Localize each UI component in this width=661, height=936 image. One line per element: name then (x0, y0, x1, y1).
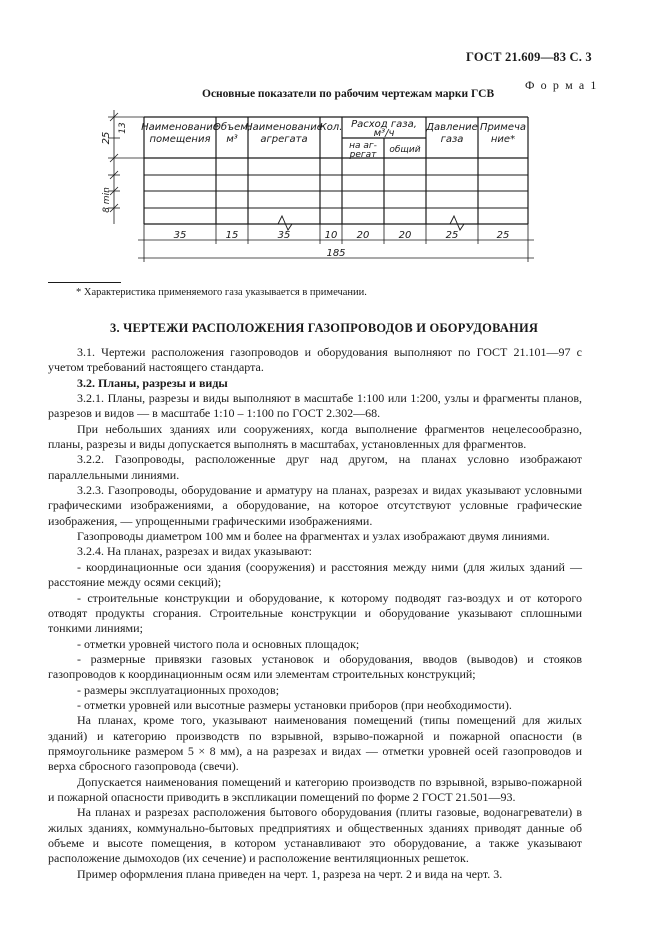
list-item: - координационные оси здания (сооружения) и расстояния между ними (для жилых зданий — расстояние между осями секций); (48, 559, 582, 590)
form-label: Ф о р м а 1 (525, 78, 599, 92)
dim-total-width: 185 (326, 248, 346, 259)
col-pressure-label-2: газа (440, 134, 464, 145)
dim-width-total: 20 (398, 230, 412, 241)
col-gasflow-label-1: Расход газа, (351, 119, 417, 130)
dim-header-height: 25 (101, 131, 112, 145)
footnote: * Характеристика применяемого газа указывается в примечании. (76, 287, 367, 298)
col-room-label-1: Наименование (141, 122, 219, 133)
paragraph: Газопроводы диаметром 100 мм и более на фрагментах и узлах изображают двумя линиями. (77, 529, 550, 544)
paragraph: 3.2.2. Газопроводы, расположенные друг над другом, на планах условно изображают параллельными линиями. (48, 452, 582, 482)
dim-width-room: 35 (173, 230, 187, 241)
list-item: - отметки уровней чистого пола и основных площадок; (77, 636, 360, 651)
dim-width-per-unit: 20 (356, 230, 370, 241)
form-table-drawing (90, 100, 550, 270)
section-title: 3. ЧЕРТЕЖИ РАСПОЛОЖЕНИЯ ГАЗОПРОВОДОВ И ОБОРУДОВАНИЯ (110, 321, 539, 335)
paragraph: На планах и разрезах расположения бытового оборудования (плиты газовые, водонагреватели) в жилых зданиях, коммунально-бытовых предприятиях и общественных зданиях приводят данные об объеме и высоте помещения, в котором устанавливают это оборудование, а также указывают расположение дымоходов (их сечение) и расположение вентиляционных решеток. (48, 805, 582, 866)
col-per-unit-label-2: регат (349, 150, 377, 160)
dim-width-qty: 10 (324, 230, 338, 241)
col-gasflow-label-2: м³/ч (373, 128, 395, 139)
paragraph: На планах, кроме того, указывают наименования помещений (типы помещений для жилых зданий) и категорию производств по взрывной, взрыво-пожарной и пожарной опасности (в прямоугольнике размером 5 × 8 мм), а на разрезах и видах — отметки уровней осей газопроводов и верха сбросного газопровода (свечи). (48, 713, 582, 774)
dim-row-height: 8 min (102, 187, 112, 213)
dim-width-unit: 35 (277, 230, 291, 241)
table-title: Основные показатели по рабочим чертежам марки ГСВ (202, 88, 495, 100)
body-text (48, 345, 582, 882)
paragraph: 3.2.4. На планах, разрезах и видах указывают: (77, 544, 313, 559)
col-unit-label-2: агрегата (260, 134, 308, 145)
document-code: ГОСТ 21.609—83 С. 3 (466, 50, 592, 64)
col-volume-label-1: Объем, (213, 122, 251, 133)
col-qty-label: Кол. (319, 122, 343, 133)
paragraph: 3.2.1. Планы, разрезы и виды выполняют в масштабе 1:100 или 1:200, узлы и фрагменты планов, разрезов и видов — в масштабе 1:10 – 1:100 по ГОСТ 2.302—68. (48, 391, 582, 421)
col-unit-label-1: Наименование (245, 122, 323, 133)
col-volume-label-2: м³ (226, 134, 238, 145)
list-item: - размеры эксплуатационных проходов; (77, 682, 280, 697)
list-item: - размерные привязки газовых установок и оборудования, вводов (выводов) и стояков газопроводов к координационным осям или элементам строительных конструкций; (48, 651, 582, 682)
dim-subheader-height: 13 (118, 122, 128, 134)
paragraph: 3.1. Чертежи расположения газопроводов и оборудования выполняют по ГОСТ 21.101—97 с учетом требований настоящего стандарта. (48, 345, 582, 375)
dim-width-note: 25 (496, 230, 510, 241)
paragraph: 3.2.3. Газопроводы, оборудование и арматуру на планах, разрезах и видах указывают условными графическими изображениями, а оборудование, на которое отсутствуют условные графические изображения, — упрощенными графическими изображениями. (48, 483, 582, 528)
dim-width-volume: 15 (225, 230, 239, 241)
col-note-label-1: Примеча (479, 122, 527, 133)
paragraph: Допускается наименования помещений и категорию производств по взрывной, взрыво-пожарной и пожарной опасности приводить в экспликации помещений по форме 2 ГОСТ 21.501—93. (48, 774, 582, 804)
col-total-label: общий (389, 145, 421, 155)
paragraph: Пример оформления плана приведен на черт. 1, разреза на черт. 2 и вида на черт. 3. (77, 866, 503, 881)
list-item: - строительные конструкции и оборудование, к которому подводят газ-воздух и от которого отводят продукты сгорания. Строительные конструкции и оборудование указывают сплошными тонкими линиями; (48, 590, 582, 636)
col-pressure-label-1: Давление (426, 122, 478, 133)
dim-width-pressure: 25 (445, 230, 459, 241)
list-item: - отметки уровней или высотные размеры установки приборов (при необходимости). (77, 697, 512, 712)
col-note-label-2: ние* (490, 134, 516, 145)
col-per-unit-label-1: на аг- (349, 141, 377, 151)
footnote-separator (48, 282, 121, 283)
subsection-heading: 3.2. Планы, разрезы и виды (77, 375, 228, 390)
col-room-label-2: помещения (149, 134, 211, 145)
paragraph: При небольших зданиях или сооружениях, когда выполнение фрагментов нецелесообразно, планы, разрезы и виды допускается выполнять в масштабах, установленных для фрагментов. (48, 421, 582, 452)
